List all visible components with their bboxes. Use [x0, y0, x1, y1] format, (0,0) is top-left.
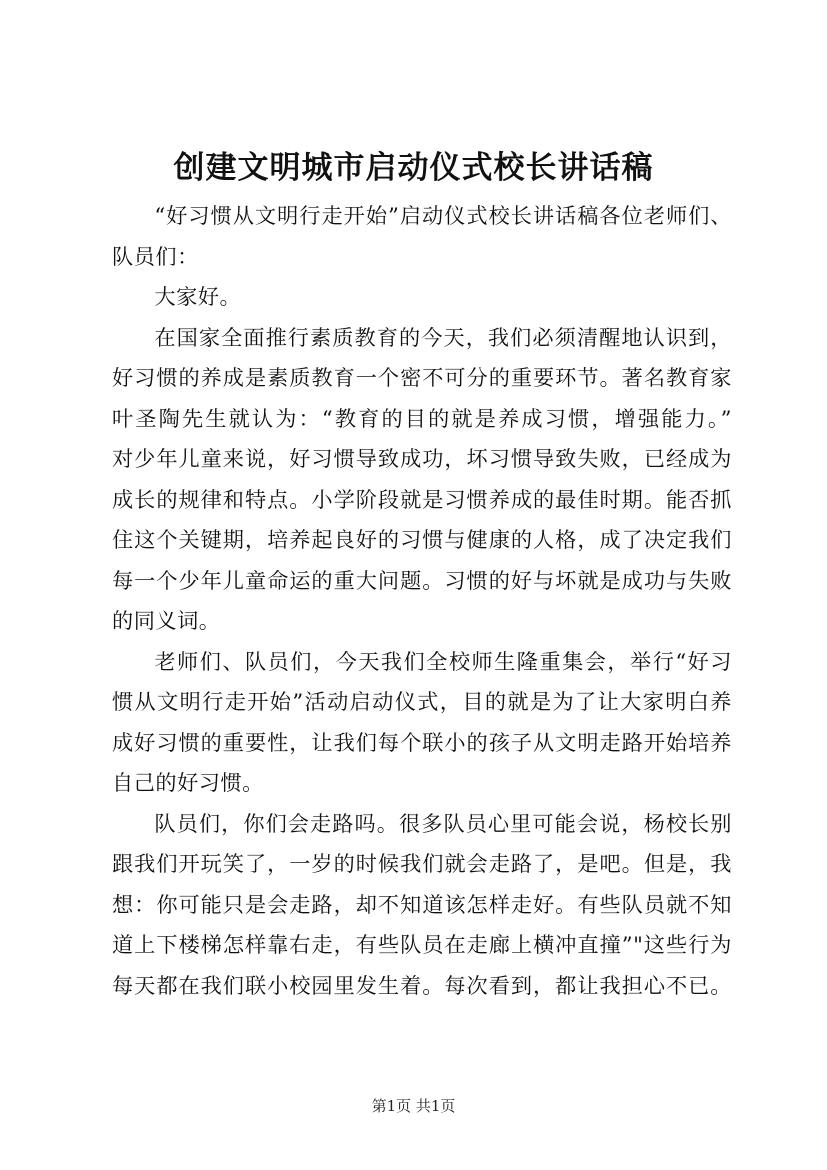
text-line: 老师们、队员们，今天我们全校师生隆重集会，举行“好习 [154, 648, 732, 674]
text-line: 对少年儿童来说，好习惯导致成功，坏习惯导致失败，已经成为 [112, 446, 732, 471]
text-line: 住这个关键期，培养起良好的习惯与健康的人格，成了决定我们 [112, 527, 732, 552]
text-line: 惯从文明行走开始”活动启动仪式，目的就是为了让大家明白养 [112, 689, 732, 714]
text-line: 自己的好习惯。 [112, 770, 264, 795]
paragraph [112, 804, 732, 1007]
paragraph [112, 196, 732, 277]
page-footer: 第1页 共1页 [371, 1097, 456, 1115]
document-body [112, 196, 732, 1006]
text-line: 成好习惯的重要性，让我们每个联小的孩子从文明走路开始培养 [112, 729, 732, 755]
text-line: 每一个少年儿童命运的重大问题。习惯的好与坏就是成功与失败 [112, 567, 732, 593]
text-line: 每天都在我们联小校园里发生着。每次看到，都让我担心不已。 [112, 972, 732, 998]
text-line: 队员们，你们会走路吗。很多队员心里可能会说，杨校长别 [154, 810, 732, 836]
text-line: 大家好。 [154, 284, 242, 309]
text-line: 队员们： [112, 243, 199, 269]
text-line: 想：你可能只是会走路，却不知道该怎样走好。有些队员就不知 [112, 891, 732, 917]
text-line: 成长的规律和特点。小学阶段就是习惯养成的最佳时期。能否抓 [112, 486, 732, 512]
text-line: “好习惯从文明行走开始”启动仪式校长讲话稿各位老师们、 [154, 203, 732, 228]
text-line: 道上下楼梯怎样靠右走，有些队员在走廊上横冲直撞”"这些行为 [112, 932, 732, 957]
document-title: 创建文明城市启动仪式校长讲话稿 [173, 150, 654, 186]
text-line: 好习惯的养成是素质教育一个密不可分的重要环节。著名教育家 [112, 365, 732, 390]
text-line: 叶圣陶先生就认为：“教育的目的就是养成习惯，增强能力。” [112, 405, 732, 431]
paragraph [112, 642, 732, 804]
paragraph [112, 318, 732, 642]
text-line: 的同义词。 [112, 608, 221, 633]
text-line: 在国家全面推行素质教育的今天，我们必须清醒地认识到， [154, 324, 732, 350]
paragraph [112, 277, 732, 318]
text-line: 跟我们开玩笑了，一岁的时候我们就会走路了，是吧。但是，我 [112, 851, 732, 876]
